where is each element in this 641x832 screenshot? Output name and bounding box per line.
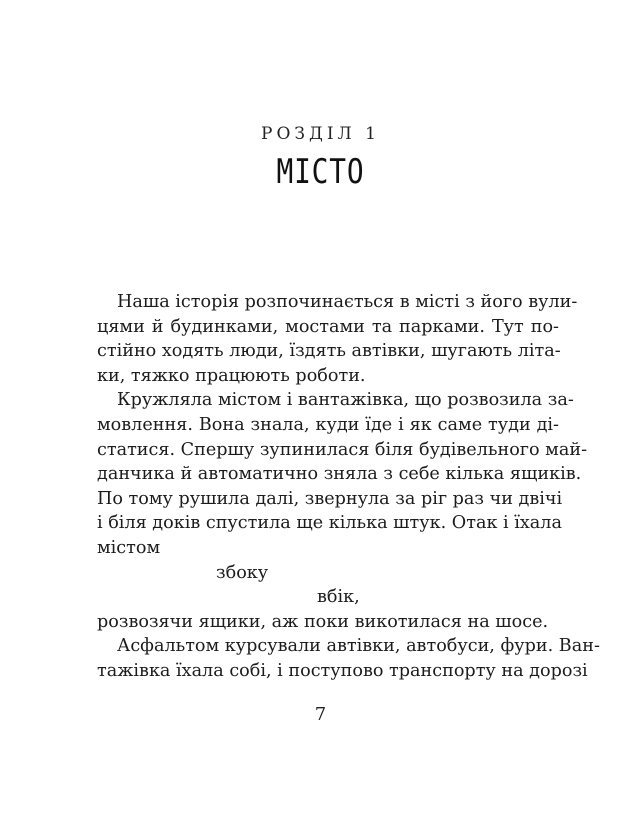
text-line: Наша історія розпочинається в місті з його вули- [117,292,578,312]
text-line: цями й будинками, мостами та парками. Тут по- [97,316,559,337]
text-line: Асфальтом курсували автівки, автобуси, фури. Ван- [117,636,600,657]
page-number: 7 [314,704,327,725]
text-line: статися. Спершу зупинилася біля будівельного май- [97,439,588,460]
text-line: містом [97,537,161,558]
chapter-label: РОЗДІЛ 1 [261,124,380,144]
text-line: і біля доків спустила ще кілька штук. Отак і їхала [97,513,562,534]
text-line: данчика й автоматично зняла з себе кілька ящиків. [97,464,582,485]
text-line: розвозячи ящики, аж поки викотилася на шосе. [97,611,549,632]
text-line: ки, тяжко працюють роботи. [97,365,366,386]
text-line: тажівка їхала собі, і поступово транспорту на дорозі [97,660,588,681]
text-line: Кружляла містом і вантажівка, що розвозила за- [117,390,574,411]
text-line: мовлення. Вона знала, куди їде і як саме туди ді- [97,414,559,435]
text-line-offset: вбік, [317,587,360,608]
chapter-title: МІСТО [276,152,365,192]
chapter-body [97,290,600,684]
text-line: По тому рушила далі, звернула за ріг раз чи двічі [97,488,563,509]
text-line: стійно ходять люди, їздять автівки, шугають літа- [97,341,561,362]
text-line-offset: збоку [216,562,269,583]
